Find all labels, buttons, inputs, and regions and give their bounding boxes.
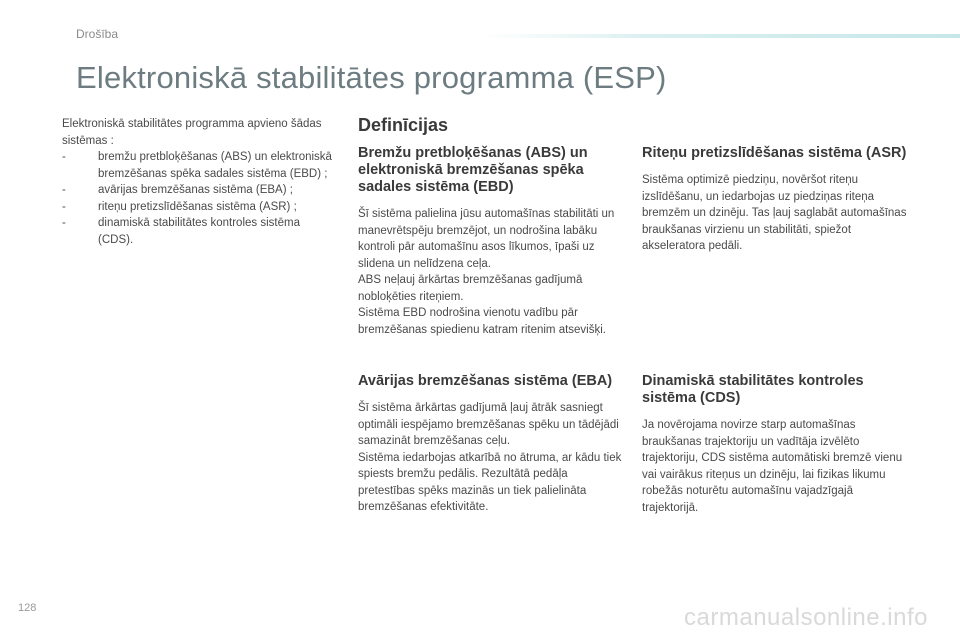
eba-section	[358, 373, 623, 516]
list-item: - riteņu pretizslīdēšanas sistēma (ASR) ;	[62, 199, 332, 216]
ebd-section	[358, 145, 623, 338]
section-label: Drošība	[76, 27, 119, 41]
watermark: carmanualsonline.info	[684, 604, 928, 631]
page-title: Elektroniskā stabilitātes programma (ESP)	[76, 60, 667, 95]
ebd-text: Šī sistēma palielina jūsu automašīnas stabilitāti un manevrētspēju bremzējot, un nodrošina labāku kontroli pār automašīnu asos līkumos, īpaši uz slidena un nelīdzena ceļa. ABS neļauj ārkārtas bremzēšanas gadījumā nobloķēties riteņiem. Sistēma EBD nodrošina vienotu vadību pār bremzēšanas spiedienu katram ritenim atsevišķi.	[358, 208, 615, 336]
intro-lead: Elektroniskā stabilitātes programma apvieno šādas sistēmas :	[62, 118, 322, 147]
cds-text: Ja novērojama novirze starp automašīnas braukšanas trajektoriju un vadītāja izvēlēto trajektoriju, CDS sistēma automātiski bremzē vienu vai vairākus riteņus un dzinēju, lai fizikas likumu robežās noturētu automašīnu vajadzīgajā trajektorijā.	[642, 419, 903, 514]
eba-heading: Avārijas bremzēšanas sistēma (EBA)	[358, 373, 613, 389]
header-accent-bar	[480, 34, 960, 38]
asr-section	[642, 145, 912, 255]
list-item: - avārijas bremzēšanas sistēma (EBA) ;	[62, 182, 332, 199]
system-list	[62, 149, 332, 248]
intro-column	[62, 116, 332, 248]
eba-text: Šī sistēma ārkārtas gadījumā ļauj ātrāk sasniegt optimāli iespējamo bremzēšanas spēku un tādējādi samazināt bremzēšanas ceļu. Sistēma iedarbojas atkarībā no ātruma, ar kādu tiek spiests bremžu pedālis. Rezultātā pedāļa pretestības spēks mazinās un tiek palielināta bremzēšanas efektivitāte.	[358, 402, 622, 513]
cds-section	[642, 373, 912, 516]
list-item: - dinamiskā stabilitātes kontroles sistēma (CDS).	[62, 215, 332, 248]
list-item: - bremžu pretbloķēšanas (ABS) un elektroniskā bremzēšanas spēka sadales sistēma (EBD) ;	[62, 149, 332, 182]
definitions-heading: Definīcijas	[358, 115, 449, 135]
page-number: 128	[18, 602, 37, 614]
cds-heading: Dinamiskā stabilitātes kontroles sistēma (CDS)	[642, 373, 864, 406]
ebd-heading: Bremžu pretbloķēšanas (ABS) un elektroniskā bremzēšanas spēka sadales sistēma (EBD)	[358, 145, 588, 195]
asr-text: Sistēma optimizē piedziņu, novēršot riteņu izslīdēšanu, un iedarbojas uz piedziņas riteņa bremzēm un dzinēju. Tas ļauj saglabāt automašīnas braukšanas virzienu un stabilitāti, spiežot akseleratora pedāli.	[642, 174, 907, 252]
asr-heading: Riteņu pretizslīdēšanas sistēma (ASR)	[642, 145, 907, 161]
